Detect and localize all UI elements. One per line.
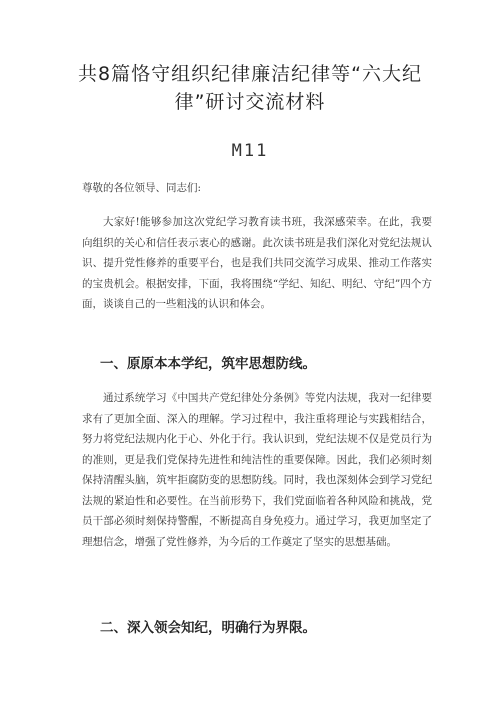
paragraph-section-1: 通过系统学习《中国共产党纪律处分条例》等党内法规，我对一纪律要求有了更加全面、深入的理解。学习过程中，我注重将理论与实践相结合，努力将党纪法规内化于心、外化于行。我认识到，党纪法规不仅是党员行为的准则，更是我们党保持先进性和纯洁性的重要保障。因此，我们必须时刻保持清醒头脑，筑牢拒腐防变的思想防线。同时，我也深刻体会到学习党纪法规的紧迫性和必要性。在当前形势下，我们党面临着各种风险和挑战，党员干部必须时刻保持警醒，不断提高自身免疫力。通过学习，我更加坚定了理想信念，增强了党性修养，为今后的工作奠定了坚实的思想基础。	[82, 392, 432, 548]
section-heading-2: 二、深入领会知纪，明确行为界限。	[100, 620, 316, 636]
section-heading-1: 一、原原本本学纪，筑牢思想防线。	[100, 356, 316, 372]
salutation: 尊敬的各位领导、同志们:	[82, 182, 202, 194]
document-title: 共8篇恪守组织纪律廉洁纪律等“六大纪律”研讨交流材料	[78, 63, 422, 113]
paragraph-intro: 大家好!能够参加这次党纪学习教育读书班，我深感荣幸。在此，我要向组织的关心和信任表示衷心的感谢。此次读书班是我们深化对党纪法规认识、提升党性修养的重要平台，也是我们共同交流学习成果、推动工作落实的宝贵机会。根据安排，下面，我将围绕“学纪、知纪、明纪、守纪”四个方面，谈谈自己的一些粗浅的认识和体会。	[82, 216, 432, 310]
author-name: M11	[231, 141, 269, 161]
